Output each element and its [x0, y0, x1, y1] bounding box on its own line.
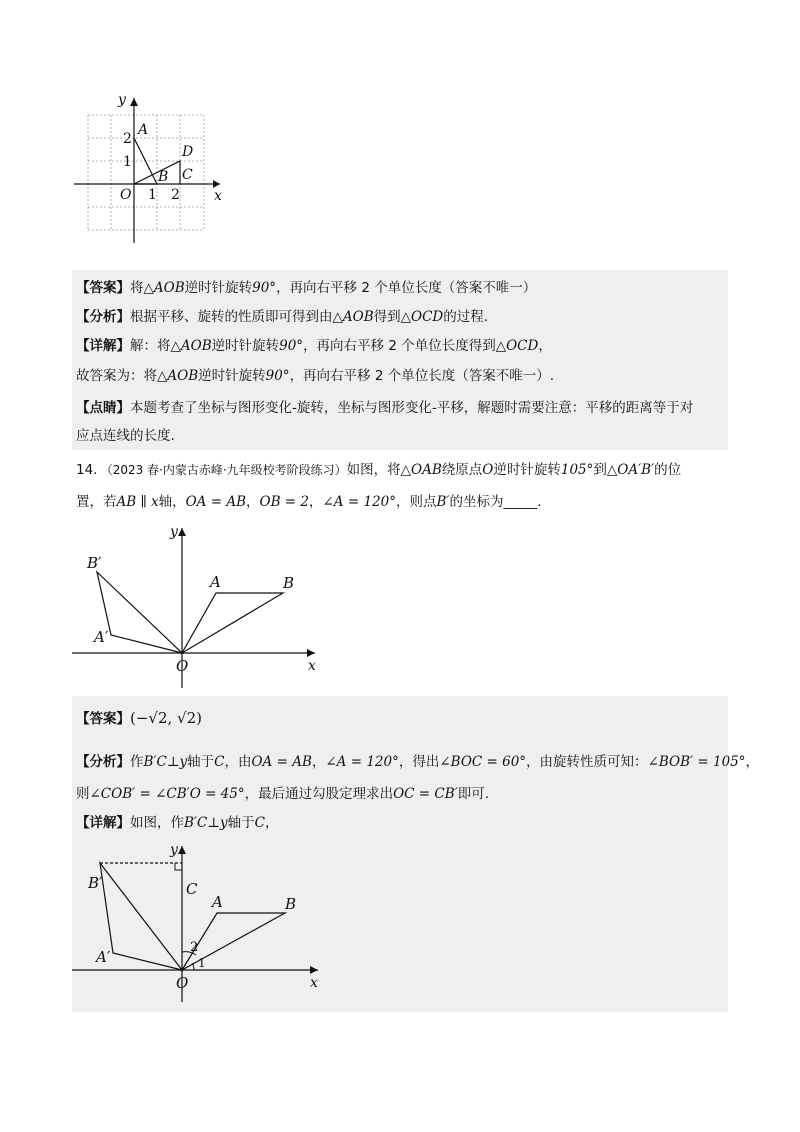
- figure-grid-triangles: [70, 88, 230, 248]
- fig3-origin: O: [176, 974, 189, 992]
- fig3-y-label: y: [170, 842, 178, 858]
- fig2-y-label: y: [170, 524, 178, 540]
- fig3-point-b: B: [285, 895, 297, 913]
- fig1-point-d: D: [182, 144, 194, 160]
- q14-detail: 【详解】如图，作B′C⊥y轴于C，: [76, 815, 279, 831]
- fig1-tick-y2: 2: [123, 131, 132, 147]
- fig1-point-a: A: [138, 122, 149, 138]
- figure-q14-rotation: [70, 516, 330, 692]
- q13-analysis: 【分析】根据平移、旋转的性质即可得到由△AOB得到△OCD的过程.: [76, 309, 489, 325]
- fig2-origin: O: [176, 657, 189, 675]
- q13-comment-line2: 应点连线的长度.: [76, 428, 175, 444]
- fig3-x-label: x: [310, 975, 318, 991]
- fig3-point-c: C: [186, 880, 198, 898]
- fig1-x-label: x: [214, 188, 222, 204]
- fig3-angle-1: 1: [198, 956, 206, 970]
- fig1-point-c: C: [182, 167, 193, 183]
- fig2-x-label: x: [308, 658, 316, 674]
- figure-q14-detail: [70, 838, 330, 1006]
- q14-question-line2: 置，若AB ∥ x轴，OA = AB，OB = 2，∠A = 120°，则点B′的坐标为_____.: [76, 494, 542, 510]
- fig2-point-b-prime: B′: [87, 554, 102, 572]
- fig1-tick-x1: 1: [148, 187, 157, 203]
- q13-comment-line1: 【点睛】本题考查了坐标与图形变化-旋转，坐标与图形变化-平移，解题时需要注意：平移的距离等于对: [76, 400, 694, 416]
- q14-answer: 【答案】(−√2, √2): [76, 709, 203, 727]
- q14-analysis-line2: 则∠COB′ = ∠CB′O = 45°，最后通过勾股定理求出OC = CB′即可.: [76, 786, 490, 802]
- fig3-angle-2: 2: [190, 940, 199, 955]
- q14-analysis-line1: 【分析】作B′C⊥y轴于C，由OA = AB，∠A = 120°，得出∠BOC = 60°，由旋转性质可知：∠BOB′ = 105°，: [76, 754, 760, 770]
- q13-conclusion: 故答案为：将△AOB逆时针旋转90°，再向右平移 2 个单位长度（答案不唯一）.: [76, 368, 555, 384]
- fig1-tick-y1: 1: [123, 154, 132, 170]
- fig3-point-a-prime: A′: [96, 948, 111, 966]
- fig1-point-b: B: [158, 169, 169, 185]
- fig1-y-label: y: [118, 92, 126, 108]
- q13-detail: 【详解】解：将△AOB逆时针旋转90°，再向右平移 2 个单位长度得到△OCD，: [76, 338, 552, 354]
- q13-answer: 【答案】将△AOB逆时针旋转90°，再向右平移 2 个单位长度（答案不唯一）: [76, 280, 537, 296]
- fig3-point-b-prime: B′: [88, 874, 103, 892]
- fig2-point-b: B: [283, 574, 295, 592]
- answer-blank[interactable]: _____: [503, 494, 538, 510]
- fig2-point-a: A: [210, 573, 221, 591]
- fig1-origin: O: [120, 187, 132, 203]
- fig3-point-a: A: [212, 893, 223, 911]
- q14-answer-value: (−√2, √2): [130, 709, 203, 727]
- q14-question-line1: 14．（2023 春·内蒙古赤峰·九年级校考阶段练习）如图，将△OAB绕原点O逆时针旋转105°到△OA′B′的位: [76, 462, 682, 478]
- fig1-tick-x2: 2: [171, 187, 180, 203]
- fig2-point-a-prime: A′: [94, 628, 109, 646]
